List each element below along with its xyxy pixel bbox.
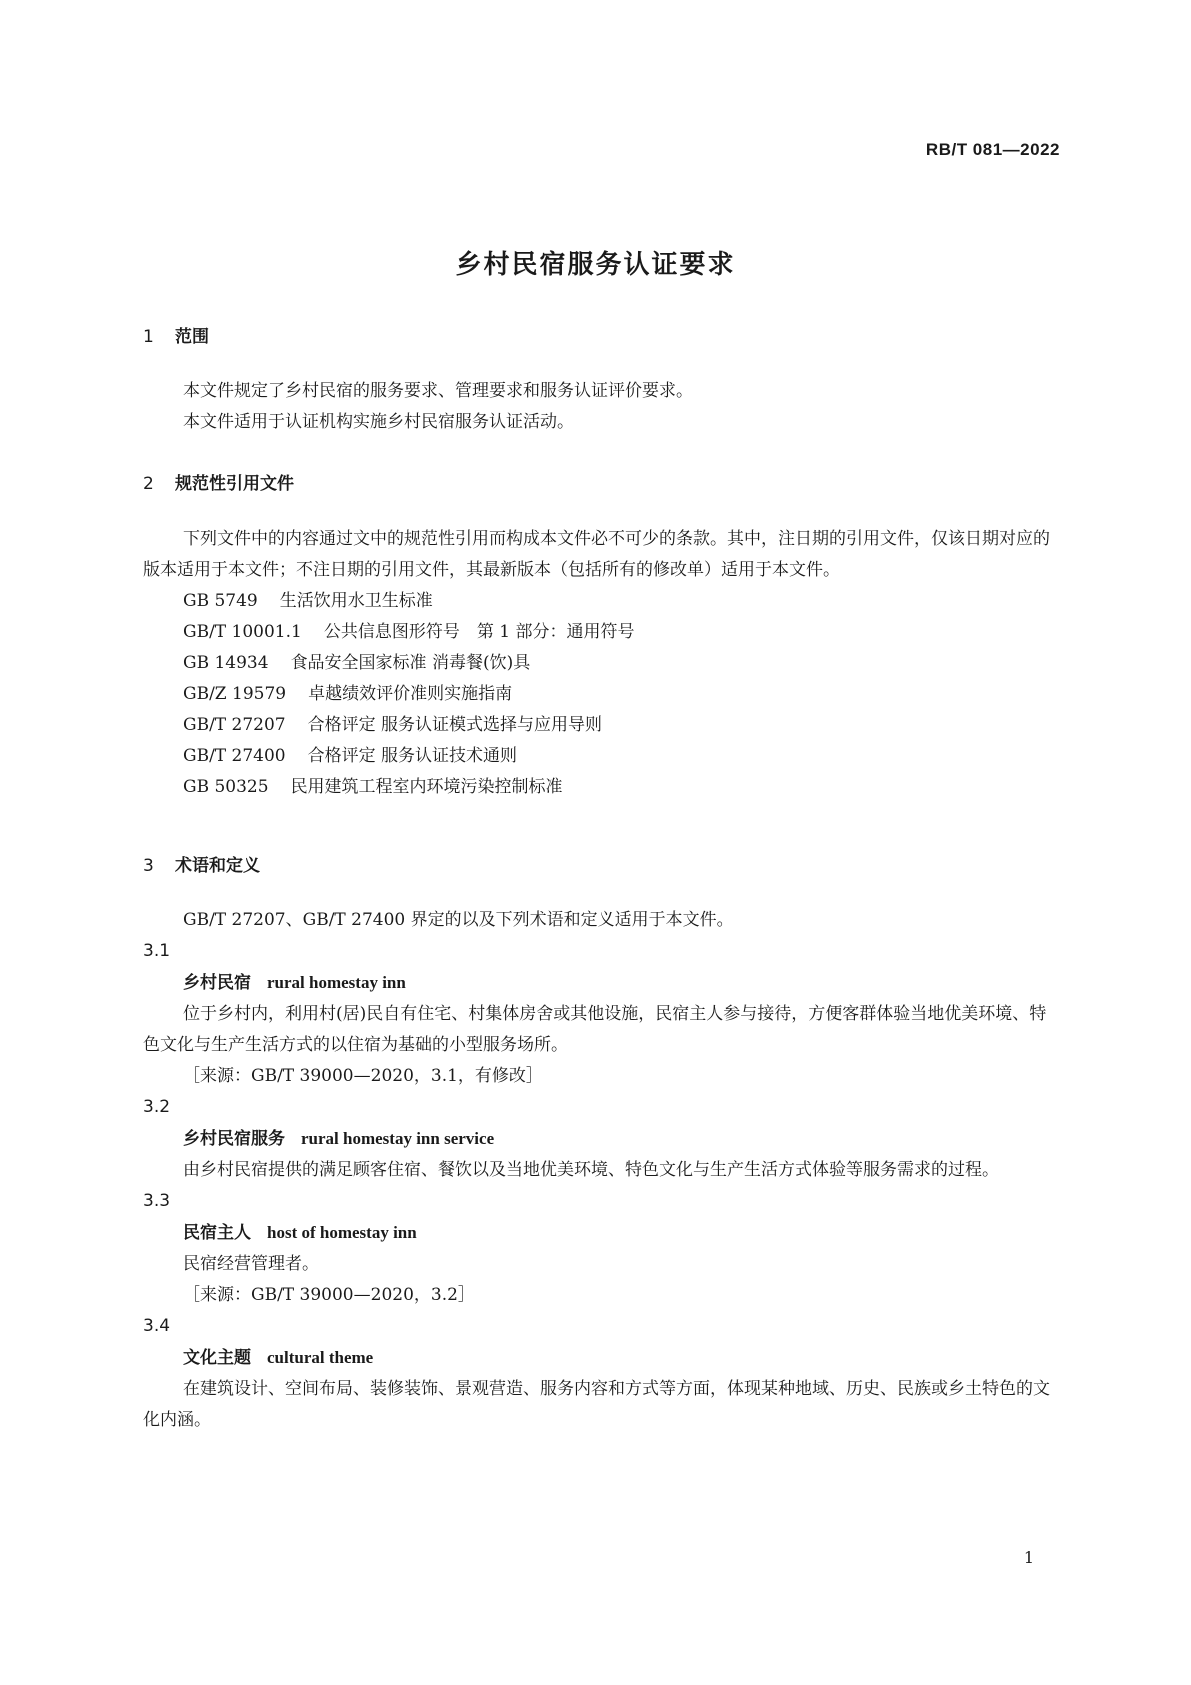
reference-title: 食品安全国家标准 消毒餐(饮)具	[290, 653, 531, 673]
reference-title: 公共信息图形符号 第 1 部分：通用符号	[323, 622, 635, 642]
reference-item	[143, 648, 1063, 679]
reference-code: GB 50325	[183, 777, 269, 797]
section-number: 2	[143, 474, 154, 494]
term-en: cultural theme	[267, 1348, 374, 1367]
paragraph: GB/T 27207、GB/T 27400 界定的以及下列术语和定义适用于本文件。	[183, 910, 734, 930]
reference-code: GB/T 27400	[183, 746, 286, 766]
reference-item	[143, 586, 1063, 617]
term-heading	[143, 967, 1063, 999]
term-zh: 乡村民宿	[183, 973, 251, 993]
section-3-heading	[143, 851, 260, 876]
paragraph: 本文件适用于认证机构实施乡村民宿服务认证活动。	[183, 412, 574, 432]
term-en: rural homestay inn service	[301, 1129, 495, 1148]
term-number: 3.1	[143, 941, 171, 961]
section-title: 范围	[175, 327, 209, 347]
section-3-body	[143, 905, 1063, 1436]
term-source: ［来源：GB/T 39000—2020，3.2］	[183, 1285, 475, 1305]
reference-code: GB/Z 19579	[183, 684, 287, 704]
paragraph: 本文件规定了乡村民宿的服务要求、管理要求和服务认证评价要求。	[183, 381, 693, 401]
reference-title: 合格评定 服务认证模式选择与应用导则	[307, 715, 603, 735]
term-definition: 在建筑设计、空间布局、装修装饰、景观营造、服务内容和方式等方面，体现某种地域、历史、民族或乡土特色的文化内涵。	[143, 1379, 1050, 1430]
reference-item	[143, 710, 1063, 741]
reference-code: GB/T 10001.1	[183, 622, 302, 642]
reference-title: 生活饮用水卫生标准	[279, 591, 433, 611]
section-title: 术语和定义	[175, 856, 260, 876]
reference-item	[143, 772, 1063, 803]
term-zh: 文化主题	[183, 1348, 251, 1368]
term-definition: 民宿经营管理者。	[183, 1254, 319, 1274]
section-1-body	[143, 376, 1063, 438]
reference-item	[143, 617, 1063, 648]
reference-item	[143, 679, 1063, 710]
section-number: 1	[143, 327, 154, 347]
section-1-heading	[143, 322, 209, 347]
paragraph: 下列文件中的内容通过文中的规范性引用而构成本文件必不可少的条款。其中，注日期的引用文件，仅该日期对应的版本适用于本文件；不注日期的引用文件，其最新版本（包括所有的修改单）适用于本文件。	[143, 529, 1050, 580]
term-definition: 由乡村民宿提供的满足顾客住宿、餐饮以及当地优美环境、特色文化与生产生活方式体验等服务需求的过程。	[183, 1160, 999, 1180]
reference-code: GB 14934	[183, 653, 269, 673]
reference-item	[143, 741, 1063, 772]
document-code: RB/T 081—2022	[925, 140, 1060, 159]
term-heading	[143, 1217, 1063, 1249]
reference-title: 合格评定 服务认证技术通则	[307, 746, 518, 766]
term-number: 3.4	[143, 1316, 171, 1336]
term-heading	[143, 1342, 1063, 1374]
document-title: 乡村民宿服务认证要求	[455, 250, 736, 280]
section-title: 规范性引用文件	[175, 474, 294, 494]
term-source: ［来源：GB/T 39000—2020，3.1，有修改］	[183, 1066, 543, 1086]
term-zh: 民宿主人	[183, 1223, 251, 1243]
term-number: 3.2	[143, 1097, 171, 1117]
term-zh: 乡村民宿服务	[183, 1129, 285, 1149]
reference-title: 民用建筑工程室内环境污染控制标准	[290, 777, 563, 797]
term-en: rural homestay inn	[267, 973, 406, 992]
section-2-heading	[143, 469, 294, 494]
term-heading	[143, 1123, 1063, 1155]
page-number: 1	[1023, 1548, 1034, 1567]
reference-code: GB 5749	[183, 591, 258, 611]
reference-title: 卓越绩效评价准则实施指南	[308, 684, 513, 704]
section-number: 3	[143, 856, 154, 876]
term-number: 3.3	[143, 1191, 171, 1211]
term-en: host of homestay inn	[267, 1223, 417, 1242]
section-2-body	[143, 524, 1063, 803]
term-definition: 位于乡村内，利用村(居)民自有住宅、村集体房舍或其他设施，民宿主人参与接待，方便客群体验当地优美环境、特色文化与生产生活方式的以住宿为基础的小型服务场所。	[143, 1004, 1047, 1055]
reference-code: GB/T 27207	[183, 715, 286, 735]
